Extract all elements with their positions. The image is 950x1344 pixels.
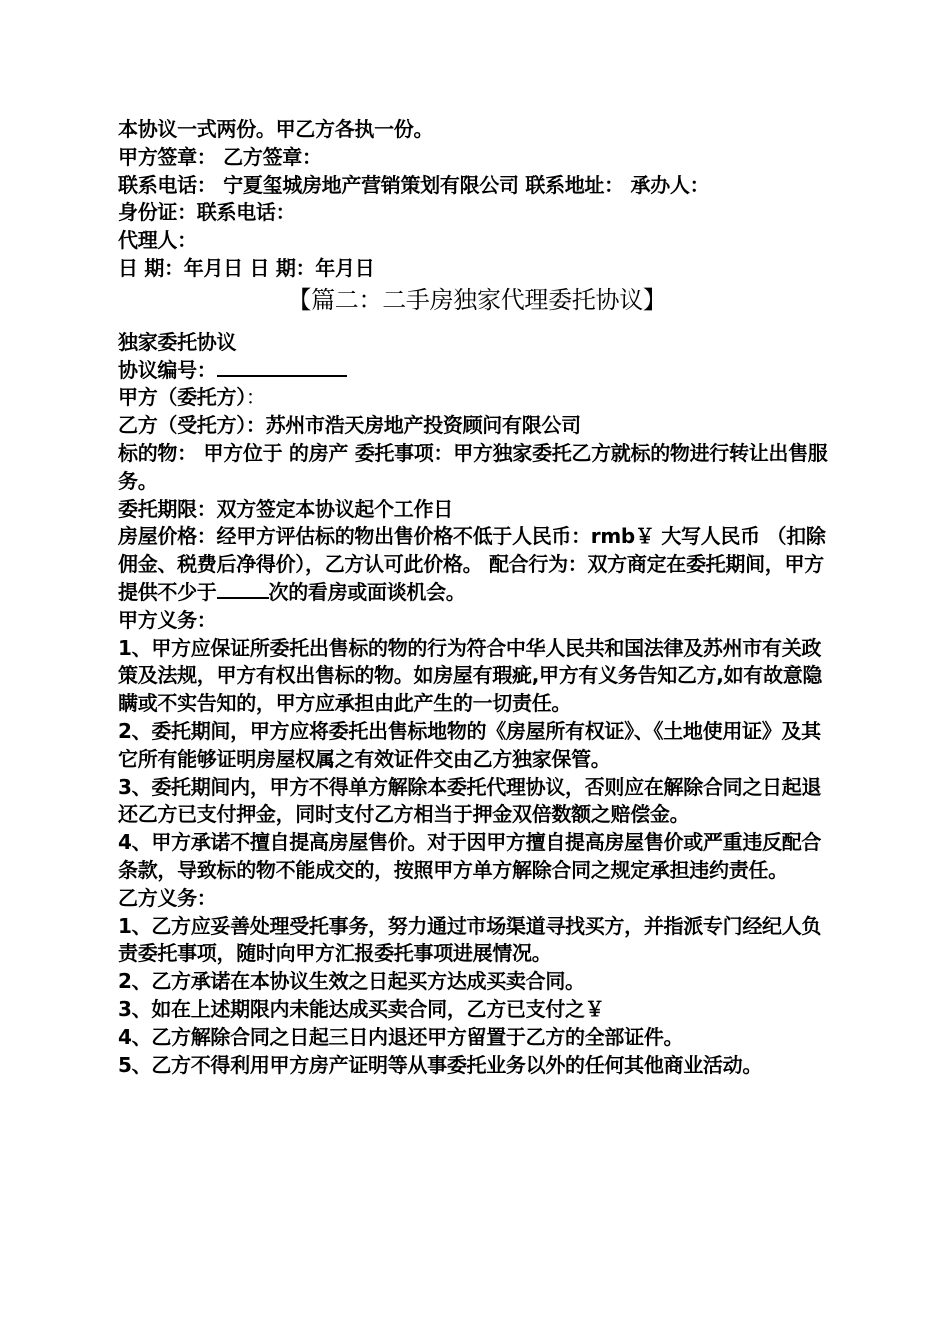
party-a-duty-3: 3、委托期间内，甲方不得单方解除本委托代理协议，否则应在解除合同之日起退还乙方已支付押金，同时支付乙方相当于押金双倍数额之赔偿金。 [118, 774, 822, 827]
party-a-duty-1: 1、甲方应保证所委托出售标的物的行为符合中华人民共和国法律及苏州市有关政策及法规，甲方有权出售标的物。如房屋有瑕疵,甲方有义务告知乙方,如有故意隐瞒或不实告知的，甲方应承担由此产生的一切责任。 [118, 635, 823, 716]
copies-clause: 本协议一式两份。甲乙方各执一份。 [118, 117, 434, 141]
party-a-colon: ： [245, 385, 266, 410]
section-title: 【篇二：二手房独家代理委托协议】 [287, 285, 667, 314]
party-b-duties-label: 乙方义务： [118, 885, 217, 910]
date-line: 日 期：年月日 日 期：年月日 [118, 255, 375, 280]
party-b-duty-2: 2、乙方承诺在本协议生效之日起买方达成买卖合同。 [118, 969, 585, 994]
price-clause [118, 523, 836, 606]
agreement-number [118, 357, 836, 385]
party-b-duty-3: 3、如在上述期限内未能达成买卖合同，乙方已支付之￥ [118, 996, 605, 1021]
party-a-line [118, 384, 836, 412]
party-a-duty-4: 4、甲方承诺不擅自提高房屋售价。对于因甲方擅自提高房屋售价或严重违反配合条款，导致标的物不能成交的，按照甲方单方解除合同之规定承担违约责任。 [118, 830, 822, 882]
price-text: 房屋价格：经甲方评估标的物出售价格不低于人民币：rmb￥ 大写人民币 （扣除佣金、税费后净得价），乙方认可此价格。 配合行为：双方商定在委托期间，甲方提供不少于 [118, 524, 826, 604]
viewing-count-blank [217, 579, 269, 599]
agreement-number-label: 协议编号： [118, 357, 217, 382]
agreement-number-blank [217, 357, 347, 377]
price-tail: 次的看房或面谈机会。 [268, 579, 466, 604]
subject-clause: 标的物： 甲方位于 的房产 委托事项：甲方独家委托乙方就标的物进行转让出售服务。 [118, 440, 828, 493]
signature-line: 甲方签章： 乙方签章： [118, 144, 322, 169]
party-b-duty-4: 4、乙方解除合同之日起三日内退还甲方留置于乙方的全部证件。 [118, 1024, 684, 1049]
contact-line: 联系电话： 宁夏玺城房地产营销策划有限公司 联系地址： 承办人： [118, 172, 710, 197]
party-b-duty-5: 5、乙方不得利用甲方房产证明等从事委托业务以外的任何其他商业活动。 [118, 1052, 763, 1077]
document-body [118, 116, 836, 1079]
party-b-line: 乙方（受托方）：苏州市浩天房地产投资顾问有限公司 [118, 413, 581, 438]
term-clause: 委托期限：双方签定本协议起个工作日 [118, 496, 453, 521]
agreement-heading: 独家委托协议 [118, 329, 237, 354]
party-a-duties-label: 甲方义务： [118, 607, 217, 632]
party-b-duty-1: 1、乙方应妥善处理受托事务，努力通过市场渠道寻找买方，并指派专门经纪人负责委托事项，随时向甲方汇报委托事项进展情况。 [118, 913, 822, 966]
id-contact-line: 身份证：联系电话： [118, 200, 296, 225]
agent-line: 代理人： [118, 228, 197, 253]
party-a-duty-2: 2、委托期间，甲方应将委托出售标地物的《房屋所有权证》、《土地使用证》及其它所有能够证明房屋权属之有效证件交由乙方独家保管。 [118, 718, 821, 771]
party-a-label: 甲方（委托方） [118, 385, 246, 410]
